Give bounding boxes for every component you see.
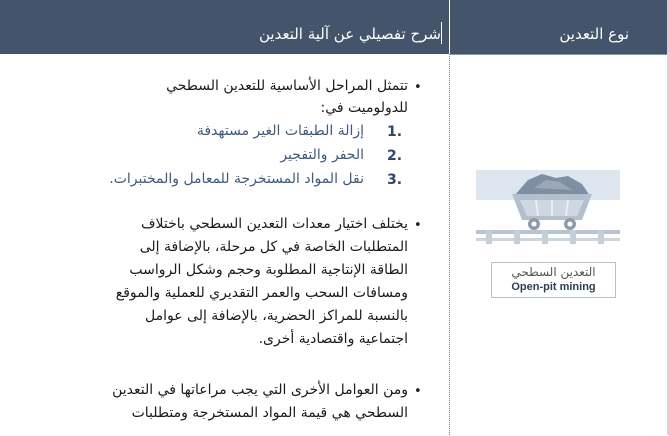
header-description-cell bbox=[0, 0, 449, 54]
para3-line1: ومن العوامل الأخرى التي يجب مراعاتها في التعدين bbox=[112, 382, 408, 398]
bullet-1: • bbox=[414, 80, 422, 95]
para2-line4: ومسافات السحب والعمر التقديري للعملية والموقع bbox=[115, 285, 408, 301]
caption-arabic: التعدين السطحي bbox=[511, 265, 596, 279]
step-1-text: إزالة الطبقات الغير مستهدفة bbox=[196, 123, 364, 139]
step-3-text: نقل المواد المستخرجة للمعامل والمختبرات. bbox=[109, 171, 364, 187]
mine-cart-icon bbox=[476, 168, 620, 254]
para2-line5: بالنسبة للمراكز الحضرية، بالإضافة إلى عوامل bbox=[145, 308, 408, 324]
header-type-cell bbox=[450, 0, 669, 54]
text-cursor bbox=[441, 22, 442, 44]
header-type-label: نوع التعدين bbox=[559, 25, 629, 43]
mining-type-caption bbox=[491, 262, 616, 298]
step-2-text: الحفر والتفجير bbox=[280, 147, 364, 163]
para2-line3: الطاقة الإنتاجية المطلوبة وحجم وشكل الرواسب bbox=[129, 262, 408, 278]
step-3-number: 3. bbox=[387, 172, 403, 188]
bullet-3: • bbox=[414, 384, 422, 399]
para1-line2: للدولوميت في: bbox=[320, 100, 408, 116]
para2-line2: المتطلبات الخاصة في كل مرحلة، بالإضافة إلى bbox=[139, 239, 408, 255]
description-cell[interactable] bbox=[0, 54, 450, 435]
para3-line2: السطحي هي قيمة المواد المستخرجة ومتطلبات bbox=[131, 405, 408, 421]
para1-line1: تتمثل المراحل الأساسية للتعدين السطحي bbox=[166, 78, 408, 94]
header-description-label: شرح تفصيلي عن آلية التعدين bbox=[258, 25, 441, 43]
caption-english: Open-pit mining bbox=[511, 281, 596, 293]
para2-line6: اجتماعية واقتصادية أخرى. bbox=[258, 331, 408, 347]
bullet-2: • bbox=[414, 218, 422, 233]
para2-line1: يختلف اختيار معدات التعدين السطحي باختلاف bbox=[140, 216, 408, 232]
step-2-number: 2. bbox=[387, 148, 403, 164]
step-1-number: 1. bbox=[387, 124, 403, 140]
